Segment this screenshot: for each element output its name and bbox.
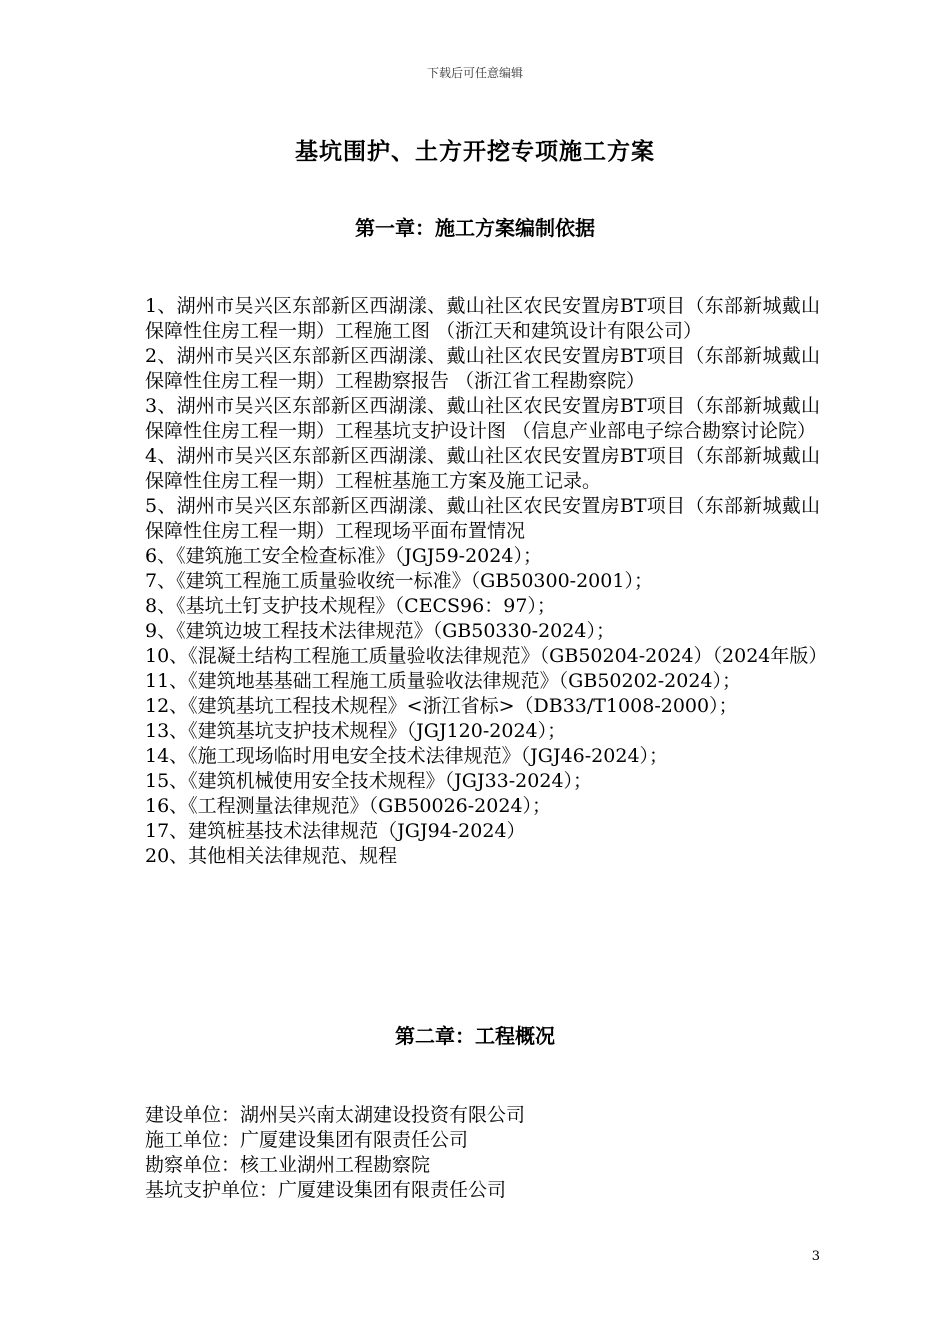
list-item: 20、其他相关法律规范、规程 bbox=[145, 845, 398, 867]
overview-list bbox=[145, 1103, 820, 1203]
list-item: 17、建筑桩基技术法律规范（JGJ94-2024） bbox=[145, 820, 526, 842]
basis-list bbox=[145, 294, 828, 869]
overview-item: 建设单位：湖州吴兴南太湖建设投资有限公司 bbox=[145, 1104, 526, 1126]
list-item: 14、《施工现场临时用电安全技术法律规范》（JGJ46-2024）； bbox=[145, 745, 669, 767]
list-item: 3、湖州市吴兴区东部新区西湖漾、戴山社区农民安置房BT项目（东部新城戴山保障性住房工程一期）工程基坑支护设计图 （信息产业部电子综合勘察讨论院） bbox=[145, 395, 820, 442]
list-item: 1、湖州市吴兴区东部新区西湖漾、戴山社区农民安置房BT项目（东部新城戴山保障性住房工程一期）工程施工图 （浙江天和建筑设计有限公司） bbox=[145, 295, 820, 342]
overview-item: 施工单位：广厦建设集团有限责任公司 bbox=[145, 1129, 469, 1151]
list-item: 16、《工程测量法律规范》（GB50026-2024）； bbox=[145, 795, 552, 817]
list-item: 7、《建筑工程施工质量验收统一标准》（GB50300-2001）； bbox=[145, 570, 653, 592]
list-item: 6、《建筑施工安全检查标准》（JGJ59-2024）； bbox=[145, 545, 542, 567]
list-item: 15、《建筑机械使用安全技术规程》（JGJ33-2024）； bbox=[145, 770, 593, 792]
list-item: 12、《建筑基坑工程技术规程》<浙江省标>（DB33/T1008-2000）； bbox=[145, 695, 738, 717]
list-item: 11、《建筑地基基础工程施工质量验收法律规范》（GB50202-2024）； bbox=[145, 670, 742, 692]
page-number: 3 bbox=[811, 1249, 820, 1264]
list-item: 2、湖州市吴兴区东部新区西湖漾、戴山社区农民安置房BT项目（东部新城戴山保障性住房工程一期）工程勘察报告 （浙江省工程勘察院） bbox=[145, 345, 820, 392]
overview-item: 勘察单位：核工业湖州工程勘察院 bbox=[145, 1154, 431, 1176]
chapter-1-heading: 第一章：施工方案编制依据 bbox=[355, 216, 595, 240]
list-item: 8、《基坑土钉支护技术规程》（CECS96：97）； bbox=[145, 595, 556, 617]
list-item: 4、湖州市吴兴区东部新区西湖漾、戴山社区农民安置房BT项目（东部新城戴山保障性住房工程一期）工程桩基施工方案及施工记录。 bbox=[145, 445, 820, 492]
document-title: 基坑围护、土方开挖专项施工方案 bbox=[295, 139, 655, 165]
header-note: 下载后可任意编辑 bbox=[426, 66, 523, 80]
list-item: 13、《建筑基坑支护技术规程》（JGJ120-2024）； bbox=[145, 720, 567, 742]
list-item: 9、《建筑边坡工程技术法律规范》（GB50330-2024）； bbox=[145, 620, 615, 642]
list-item: 10、《混凝土结构工程施工质量验收法律规范》（GB50204-2024）（2024年版） bbox=[145, 645, 828, 667]
list-item: 5、湖州市吴兴区东部新区西湖漾、戴山社区农民安置房BT项目（东部新城戴山保障性住房工程一期）工程现场平面布置情况 bbox=[145, 495, 820, 542]
overview-item: 基坑支护单位：广厦建设集团有限责任公司 bbox=[145, 1179, 507, 1201]
chapter-2-heading: 第二章：工程概况 bbox=[395, 1024, 555, 1048]
